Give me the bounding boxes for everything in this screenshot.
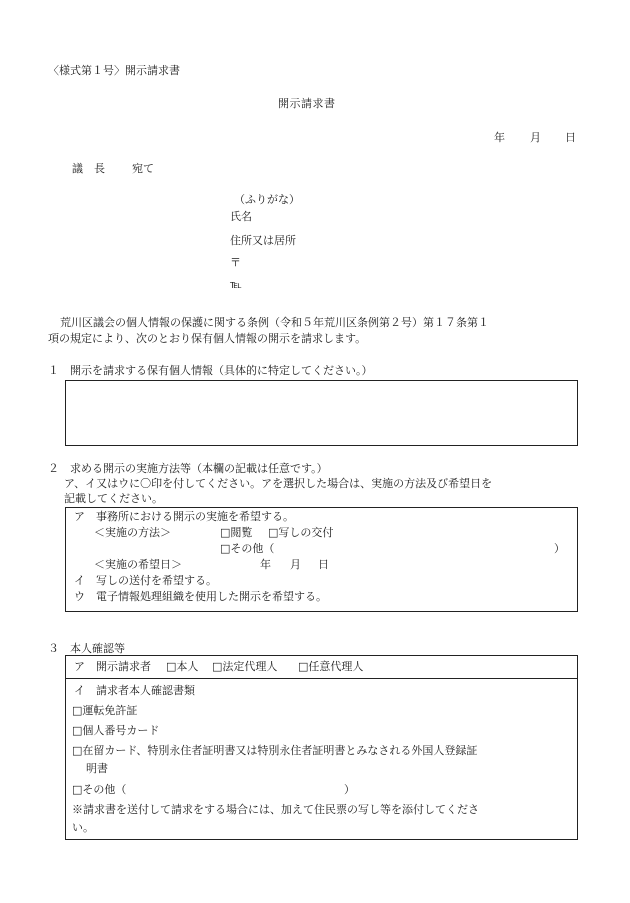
doc-other-checkbox[interactable]: □その他（ — [72, 783, 127, 796]
option-a[interactable]: ア 事務所における開示の実施を希望する。 — [74, 510, 294, 523]
address-label: 住所又は居所 — [230, 234, 296, 247]
type-self-checkbox[interactable]: □本人 — [166, 660, 199, 673]
doc-residence-line-2: 明書 — [86, 762, 108, 775]
type-legal-checkbox[interactable]: □法定代理人 — [212, 660, 278, 673]
requested-info-box[interactable] — [65, 380, 578, 446]
name-label: 氏名 — [230, 210, 252, 223]
docs-heading: イ 請求者本人確認書類 — [74, 684, 195, 697]
section3-heading: ３ 本人確認等 — [48, 642, 125, 655]
mail-note-line-1: ※請求書を送付して請求をする場合には、加えて住民票の写し等を添付してくださ — [72, 803, 479, 816]
method-view-checkbox[interactable]: □閲覧 — [220, 526, 253, 539]
page-title: 開示請求書 — [278, 97, 336, 110]
doc-residence-checkbox[interactable]: □在留カード、特別永住者証明書又は特別永住者証明書とみなされる外国人登録証 — [72, 744, 478, 757]
section1-heading: １ 開示を請求する保有個人情報（具体的に特定してください。） — [48, 364, 373, 377]
type-voluntary-checkbox[interactable]: □任意代理人 — [298, 660, 364, 673]
identity-documents-box — [65, 678, 578, 840]
preferred-date-day: 日 — [318, 558, 329, 571]
intro-line-2: 項の規定により、次のとおり保有個人情報の開示を請求します。 — [48, 332, 367, 345]
method-other-close: ） — [554, 542, 565, 555]
section2-note-line-1: ア、イ又はウに〇印を付してください。アを選択した場合は、実施の方法及び希望日を — [64, 477, 493, 490]
addressee-to: 宛て — [132, 162, 154, 175]
tel-mark: ℡ — [230, 278, 242, 291]
date-day-label: 日 — [565, 131, 576, 144]
preferred-date-year: 年 — [260, 558, 271, 571]
option-b[interactable]: イ 写しの送付を希望する。 — [74, 574, 217, 587]
date-month-label: 月 — [530, 131, 541, 144]
addressee-chair: 議 長 — [72, 162, 105, 175]
method-copy-checkbox[interactable]: □写しの交付 — [268, 526, 334, 539]
mail-note-line-2: い。 — [72, 821, 94, 834]
disclosure-method-box — [65, 507, 578, 612]
requester-type-box — [65, 655, 578, 679]
option-c[interactable]: ウ 電子情報処理組織を使用した開示を希望する。 — [74, 590, 327, 603]
requester-type-label: ア 開示請求者 — [74, 660, 151, 673]
method-label: ＜実施の方法＞ — [94, 526, 171, 539]
form-label: 〈様式第１号〉開示請求書 — [48, 64, 180, 77]
doc-license-checkbox[interactable]: □運転免許証 — [72, 704, 138, 717]
doc-other-close: ） — [344, 783, 355, 796]
preferred-date-label: ＜実施の希望日＞ — [94, 558, 182, 571]
date-year-label: 年 — [494, 131, 505, 144]
method-other-checkbox[interactable]: □その他（ — [220, 542, 275, 555]
furigana-label: （ふりがな） — [234, 193, 300, 206]
postal-mark: 〒 — [230, 256, 241, 269]
section2-note-line-2: 記載してください。 — [64, 492, 163, 505]
section2-heading: ２ 求める開示の実施方法等（本欄の記載は任意です。） — [48, 462, 328, 475]
doc-mynumber-checkbox[interactable]: □個人番号カード — [72, 724, 160, 737]
intro-line-1: 荒川区議会の個人情報の保護に関する条例（令和５年荒川区条例第２号）第１７条第１ — [60, 316, 489, 329]
preferred-date-month: 月 — [290, 558, 301, 571]
